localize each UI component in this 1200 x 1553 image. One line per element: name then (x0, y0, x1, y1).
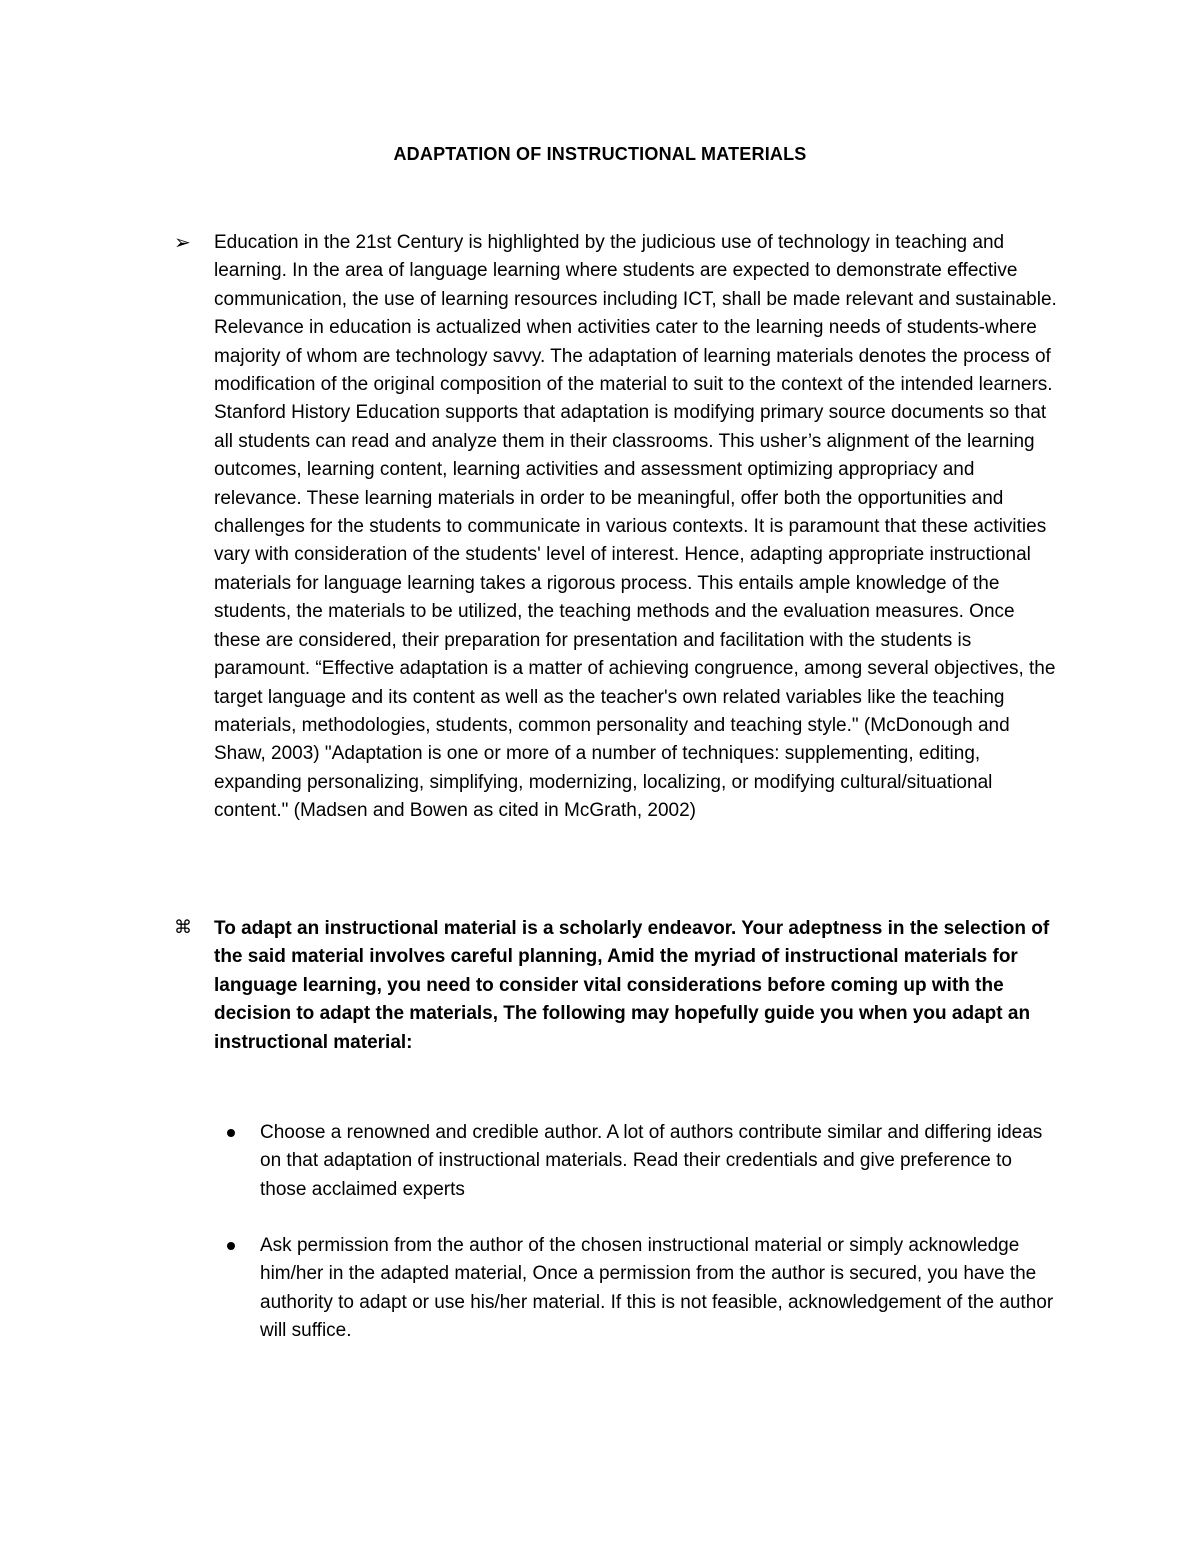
guide-paragraph: To adapt an instructional material is a scholarly endeavor. Your adeptness in the selection of the said material involves careful planning, Amid the myriad of instructional materials for language learning, you need to consider vital considerations before coming up with the decision to adapt the materials, The following may hopefully guide you when you adapt an instructional material: (214, 918, 1050, 1053)
list-item: Ask permission from the author of the chosen instructional material or simply acknowledge him/her in the adapted material, Once a permission from the author is secured, you have the authority to adapt or use his/her material. If this is not feasible, acknowledgement of the author will suffice. (260, 1235, 1054, 1342)
document-title: ADAPTATION OF INSTRUCTIONAL MATERIALS (393, 144, 807, 164)
list-item: Choose a renowned and credible author. A lot of authors contribute similar and differing ideas on that adaptation of instructional materials. Read their credentials and give preference to those acclaimed experts (260, 1122, 1043, 1200)
command-bullet-icon: ⌘ (174, 917, 192, 937)
bullet-dot-icon (227, 1242, 235, 1250)
bullet-dot-icon (227, 1129, 235, 1137)
arrow-bullet-icon: ➢ (174, 232, 191, 254)
intro-paragraph: Education in the 21st Century is highlighted by the judicious use of technology in teaching and learning. In the area of language learning where students are expected to demonstrate effective communication, the use of learning resources including ICT, shall be made relevant and sustainable. Relevance in education is actualized when activities cater to the learning needs of students-where majority of whom are technology savvy. The adaptation of learning materials denotes the process of modification of the original composition of the material to suit to the context of the intended learners. Stanford History Education supports that adaptation is modifying primary source documents so that all students can read and analyze them in their classrooms. This usher’s alignment of the learning outcomes, learning content, learning activities and assessment optimizing appropriacy and relevance. These learning materials in order to be meaningful, offer both the opportunities and challenges for the students to communicate in various contexts. It is paramount that these activities vary with consideration of the students' level of interest. Hence, adapting appropriate instructional materials for language learning takes a rigorous process. This entails ample knowledge of the students, the materials to be utilized, the teaching methods and the evaluation measures. Once these are considered, their preparation for presentation and facilitation with the students is paramount. “Effective adaptation is a matter of achieving congruence, among several objectives, the target language and its content as well as the teacher's own related variables like the teaching materials, methodologies, students, common personality and teaching style." (McDonough and Shaw, 2003) "Adaptation is one or more of a number of techniques: supplementing, editing, expanding personalizing, simplifying, modernizing, localizing, or modifying cultural/situational content." (Madsen and Bowen as cited in McGrath, 2002) (214, 232, 1057, 822)
